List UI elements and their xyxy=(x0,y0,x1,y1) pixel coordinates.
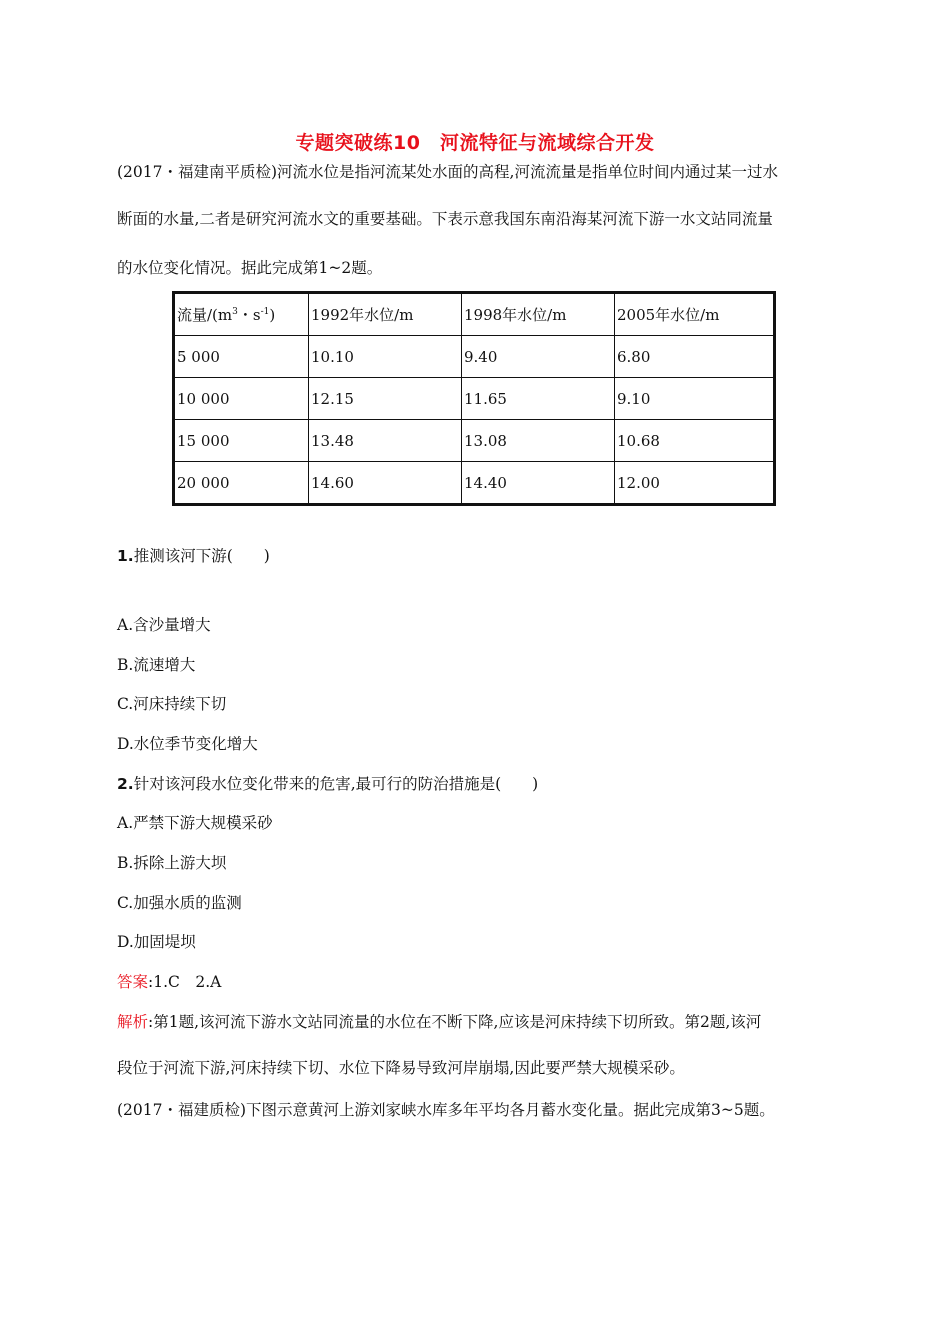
intro-line-3: 的水位变化情况。据此完成第1~2题。 xyxy=(117,259,383,277)
analysis-line-2: 段位于河流下游,河床持续下切、水位下降易导致河岸崩塌,因此要严禁大规模采砂。 xyxy=(117,1059,685,1077)
question-2-option-d: D.加固堤坝 xyxy=(117,933,196,951)
table-cell: 11.65 xyxy=(462,378,615,420)
header-1998: 1998年水位/m xyxy=(462,293,615,336)
header-2005: 2005年水位/m xyxy=(615,293,775,336)
question-2-option-c: C.加强水质的监测 xyxy=(117,894,242,912)
table-cell: 10 000 xyxy=(174,378,309,420)
answer-label: 答案 xyxy=(117,973,149,991)
question-1-number: 1. xyxy=(117,547,134,565)
intro-line-1: (2017・福建南平质检)河流水位是指河流某处水面的高程,河流流量是指单位时间内通过某一过水 xyxy=(117,163,778,181)
table-cell: 10.10 xyxy=(309,336,462,378)
analysis-text-1: :第1题,该河流下游水文站同流量的水位在不断下降,应该是河床持续下切所致。第2题,该河 xyxy=(148,1013,762,1031)
table-cell: 13.08 xyxy=(462,420,615,462)
intro-line-2: 断面的水量,二者是研究河流水文的重要基础。下表示意我国东南沿海某河流下游一水文站同流量 xyxy=(117,210,773,228)
question-2-option-b: B.拆除上游大坝 xyxy=(117,854,227,872)
question-1-option-b: B.流速增大 xyxy=(117,656,196,674)
table-cell: 14.40 xyxy=(462,462,615,505)
table-cell: 15 000 xyxy=(174,420,309,462)
answer-line xyxy=(117,970,221,992)
question-2-number: 2. xyxy=(117,775,134,793)
table-row xyxy=(174,378,775,420)
question-2-option-a: A.严禁下游大规模采砂 xyxy=(117,814,273,832)
question-1-option-c: C.河床持续下切 xyxy=(117,695,227,713)
question-2 xyxy=(117,772,538,794)
table-cell: 9.10 xyxy=(615,378,775,420)
header-flow: 流量$/(m^3$・$s^{-1}$) xyxy=(174,293,309,336)
table-cell: 6.80 xyxy=(615,336,775,378)
table-cell: 13.48 xyxy=(309,420,462,462)
question-1 xyxy=(117,544,270,566)
question-1-text: 推测该河下游( ) xyxy=(133,547,270,565)
analysis-line-1 xyxy=(117,1010,761,1032)
header-1992: 1992年水位/m xyxy=(309,293,462,336)
table-row xyxy=(174,462,775,505)
question-1-option-d: D.水位季节变化增大 xyxy=(117,735,258,753)
page-title: 专题突破练10 河流特征与流域综合开发 xyxy=(295,132,655,154)
answer-text: :1.C 2.A xyxy=(148,973,222,991)
table-row xyxy=(174,336,775,378)
question-2-text: 针对该河段水位变化带来的危害,最可行的防治措施是( ) xyxy=(133,775,539,793)
table-cell: 10.68 xyxy=(615,420,775,462)
question-1-option-a: A.含沙量增大 xyxy=(117,616,211,634)
table-cell: 5 000 xyxy=(174,336,309,378)
table-cell: 9.40 xyxy=(462,336,615,378)
table-cell: 20 000 xyxy=(174,462,309,505)
table-row xyxy=(174,420,775,462)
table-header-row xyxy=(174,293,775,336)
analysis-label: 解析 xyxy=(117,1013,149,1031)
water-level-table xyxy=(172,291,776,506)
intro-2: (2017・福建质检)下图示意黄河上游刘家峡水库多年平均各月蓄水变化量。据此完成第3~5题。 xyxy=(117,1101,775,1119)
table-cell: 14.60 xyxy=(309,462,462,505)
table-cell: 12.00 xyxy=(615,462,775,505)
table-cell: 12.15 xyxy=(309,378,462,420)
